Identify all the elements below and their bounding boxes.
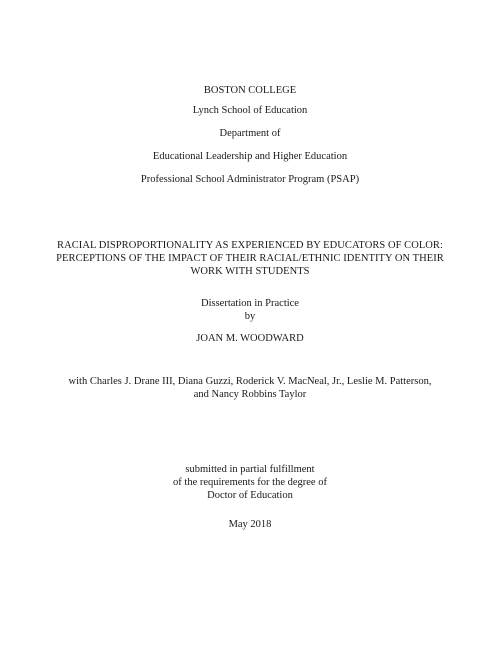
department-prefix: Department of <box>219 128 281 139</box>
school-name: Lynch School of Education <box>192 105 308 116</box>
document-type: Dissertation in Practice <box>201 298 299 309</box>
submission-line-1: submitted in partial fulfillment <box>185 464 315 475</box>
dissertation-title-line-2: PERCEPTIONS OF THE IMPACT OF THEIR RACIAL/ETHNIC IDENTITY ON THEIR <box>56 253 444 264</box>
program-name: Professional School Administrator Program (PSAP) <box>140 174 360 185</box>
collaborators-line-2: and Nancy Robbins Taylor <box>193 389 307 400</box>
collaborators-line-1: with Charles J. Drane III, Diana Guzzi, Roderick V. MacNeal, Jr., Leslie M. Patterson, <box>68 376 432 387</box>
dissertation-title-line-3: WORK WITH STUDENTS <box>190 266 310 277</box>
by-label: by <box>244 311 256 322</box>
dissertation-title-line-1: RACIAL DISPROPORTIONALITY AS EXPERIENCED BY EDUCATORS OF COLOR: <box>57 240 443 251</box>
author-name: JOAN M. WOODWARD <box>196 333 304 344</box>
submission-line-2: of the requirements for the degree of <box>173 477 327 488</box>
submission-date: May 2018 <box>228 519 272 530</box>
department-name: Educational Leadership and Higher Education <box>152 151 348 162</box>
college-name: BOSTON COLLEGE <box>203 85 297 96</box>
degree-name: Doctor of Education <box>207 490 293 501</box>
